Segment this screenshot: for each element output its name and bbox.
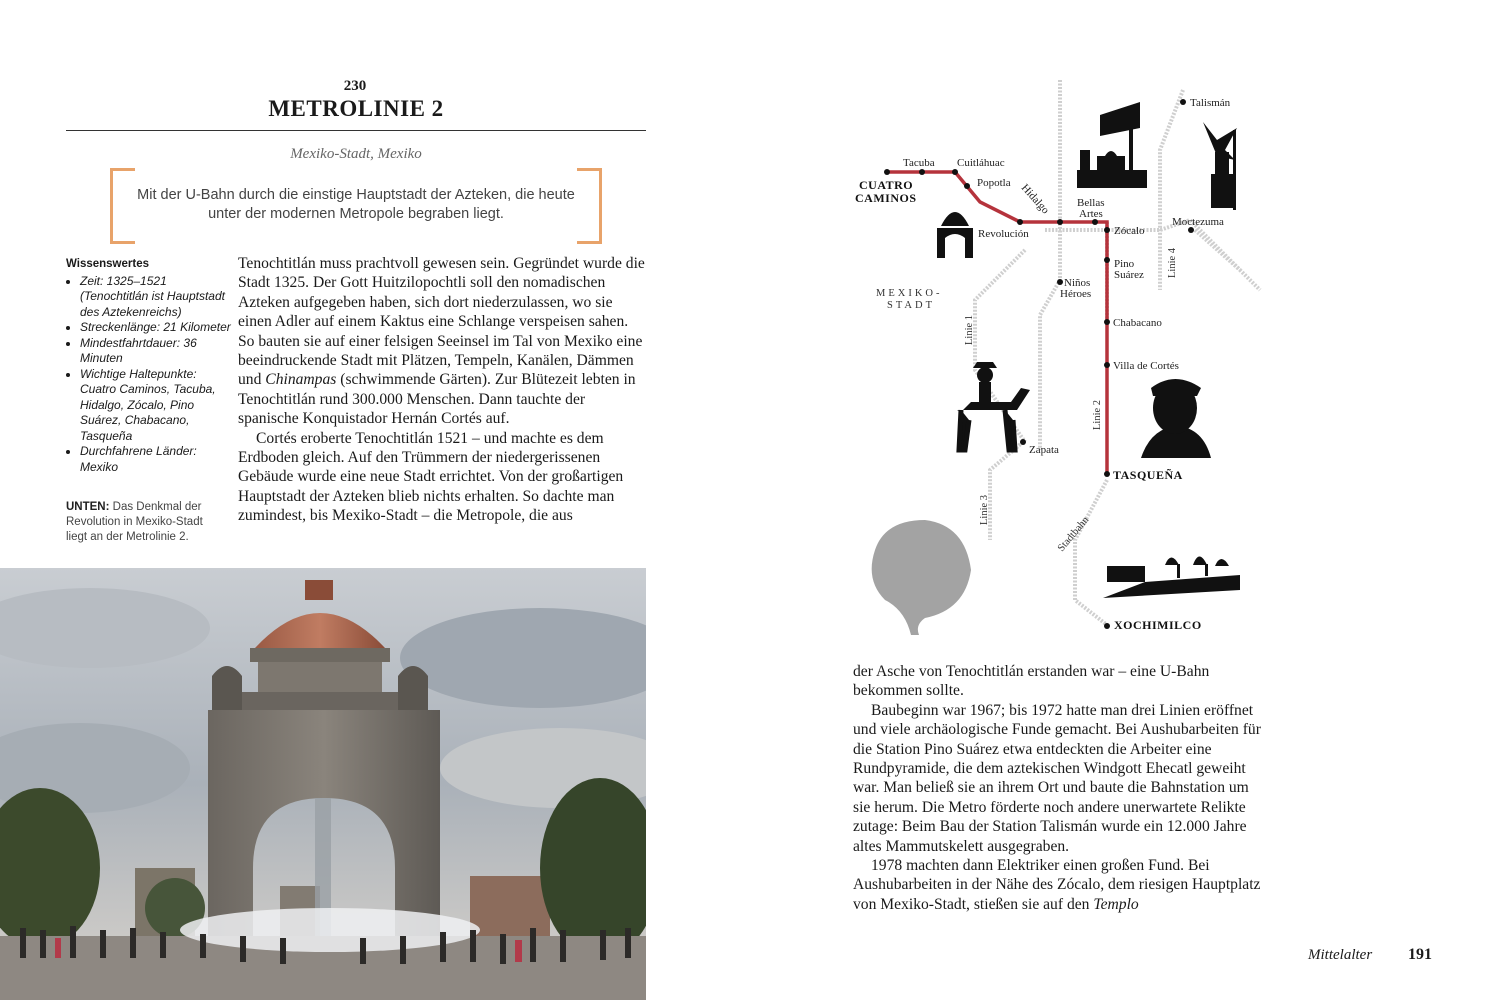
station-label: Bellas <box>1077 197 1105 209</box>
line-label: Linie 1 <box>964 314 975 345</box>
station-label: Pino <box>1114 258 1135 270</box>
station-label: CAMINOS <box>855 191 917 205</box>
italic-term: Templo <box>1093 895 1139 913</box>
caption-text: Das Denkmal der Revolution in Mexiko-Stadt liegt an der Metrolinie 2. <box>66 501 203 543</box>
paragraph: der Asche von Tenochtitlán erstanden war – eine U-Bahn bekommen sollte. <box>853 663 1210 700</box>
station-label: Chabacano <box>1113 317 1162 329</box>
station-label: Artes <box>1079 208 1103 220</box>
fact-item: • Wichtige Haltepunkte: Cuatro Caminos, Tacuba, Hidalgo, Zócalo, Pino Suárez, Chabacano, Tasqueña <box>80 367 231 445</box>
page-subtitle: Mexiko-Stadt, Mexiko <box>290 146 422 162</box>
station-label: Zócalo <box>1114 225 1145 237</box>
intro-box <box>110 168 602 240</box>
station-label: Talismán <box>1190 97 1231 109</box>
city-label: MEXIKO- <box>876 288 943 299</box>
line-label: Stadtbahn <box>1055 514 1092 554</box>
line-2 <box>887 172 1107 472</box>
xochimilco-boats-icon <box>1103 557 1240 599</box>
revolution-monument-icon <box>937 212 973 258</box>
fact-item: • Streckenlänge: 21 Kilometer <box>80 320 231 336</box>
footer-section-name: Mittelalter <box>1308 947 1373 963</box>
footer-page-number: 191 <box>1408 946 1432 963</box>
facts-heading: Wissenswertes <box>66 258 149 270</box>
fact-item: • Mindestfahrtdauer: 36 Minuten <box>80 336 231 367</box>
station-label: Revolución <box>978 228 1029 240</box>
paragraph <box>238 254 648 429</box>
right-bracket <box>577 168 602 244</box>
station-label: Niños <box>1064 277 1091 289</box>
title-rule <box>66 130 646 131</box>
line-label: Linie 3 <box>979 494 990 525</box>
city-label: STADT <box>887 300 935 311</box>
paragraph: Baubeginn war 1967; bis 1972 hatte man drei Linien eröffnet und viele archäologische Funde gemacht. Bei Aushubarbeiten für die Station Pino Suárez etwa entdeckten die Arbeiter eine Rundpyramide, die dem aztekischen Windgott Ehecatl geweiht war. Man beließ sie an ihrem Ort und baute die Bahnstation um sie herum. Die Metro förderte noch andere unerwartete Relikte zutage: Beim Bau der Station Talismán wurde ein 12.000 Jahre altes Mammutskelett ausgegraben. <box>853 701 1261 855</box>
fact-item: • Durchfahrene Länder: Mexiko <box>80 444 231 475</box>
body-text-left <box>238 254 648 526</box>
paragraph <box>853 856 1263 914</box>
facts-list <box>66 274 231 476</box>
facts-box <box>66 257 231 475</box>
station-label: Zapata <box>1029 444 1059 456</box>
caption-label: UNTEN: <box>66 501 110 513</box>
line-label: Linie 4 <box>1167 247 1178 278</box>
station-label: Héroes <box>1060 288 1092 300</box>
page-title: METROLINIE 2 <box>268 96 444 121</box>
station-label: Cuitláhuac <box>957 157 1005 169</box>
eagle-coat-of-arms-icon <box>872 520 971 635</box>
left-bracket <box>110 168 135 244</box>
fact-item: • Zeit: 1325–1521 (Tenochtitlán ist Hauptstadt des Aztekenreichs) <box>80 274 231 321</box>
page-number-top: 230 <box>343 78 367 94</box>
station-label: TASQUEÑA <box>1113 468 1183 482</box>
paragraph-text: (schwimmende Gärten). Zur Blütezeit lebten in Tenochtitlán rund 300.000 Menschen. Dann tauchte der spanische Konquistador Hernán Cortés auf. <box>238 371 636 428</box>
station-label: Popotla <box>977 177 1011 189</box>
paragraph-text: 1978 machten dann Elektriker einen großen Fund. Bei Aushubarbeiten in der Nähe des Zócalo, dem riesigen Hauptplatz von Mexiko-Stadt, stießen sie auf den <box>853 857 1261 913</box>
paragraph: Cortés eroberte Tenochtitlán 1521 – und machte es dem Erdboden gleich. Auf den Trümmern der niedergerissenen Gebäude wurde eine neue Stadt errichtet. Von der großartigen Hauptstadt der Azteken blieb nichts erhalten. So dachte man zumindest, bis Mexiko-Stadt – die Metropole, die aus <box>238 429 624 525</box>
revolution-monument-photo <box>0 568 646 1000</box>
paragraph-text: Tenochtitlán muss prachtvoll gewesen sein. Gegründet wurde die Stadt 1325. Der Gott Huitzilopochtli soll den nomadischen Azteken aufgegeben haben, sich dort niederzulassen, wo sie einen Adler auf einem Kaktus eine Schlange verspeisen sahen. So bauten sie auf einer felsigen Seeinsel im Tal von Mexiko eine beeindruckende Stadt mit Plätzen, Tempeln, Kanälen, Dämmen und <box>238 255 645 389</box>
italic-term: Chinampas <box>265 371 337 389</box>
aztec-warrior-icon <box>1203 122 1237 210</box>
cathedral-flag-icon <box>1077 102 1147 188</box>
station-label: XOCHIMILCO <box>1114 618 1202 632</box>
station-label: Moctezuma <box>1172 216 1224 228</box>
line-label: Linie 2 <box>1092 399 1103 430</box>
station-label: Hidalgo <box>1018 181 1052 217</box>
station-label: CUATRO <box>859 178 914 192</box>
cortes-portrait-icon <box>1141 379 1211 458</box>
intro-text: Mit der U-Bahn durch die einstige Hauptstadt der Azteken, die heute unter der modernen Metropole begraben liegt. <box>137 187 575 222</box>
photo-caption <box>66 500 226 545</box>
body-text-right <box>853 662 1263 914</box>
station-label: Tacuba <box>903 157 935 169</box>
station-label: Villa de Cortés <box>1113 360 1179 372</box>
metro-map <box>845 70 1265 640</box>
station-label: Suárez <box>1114 269 1144 281</box>
